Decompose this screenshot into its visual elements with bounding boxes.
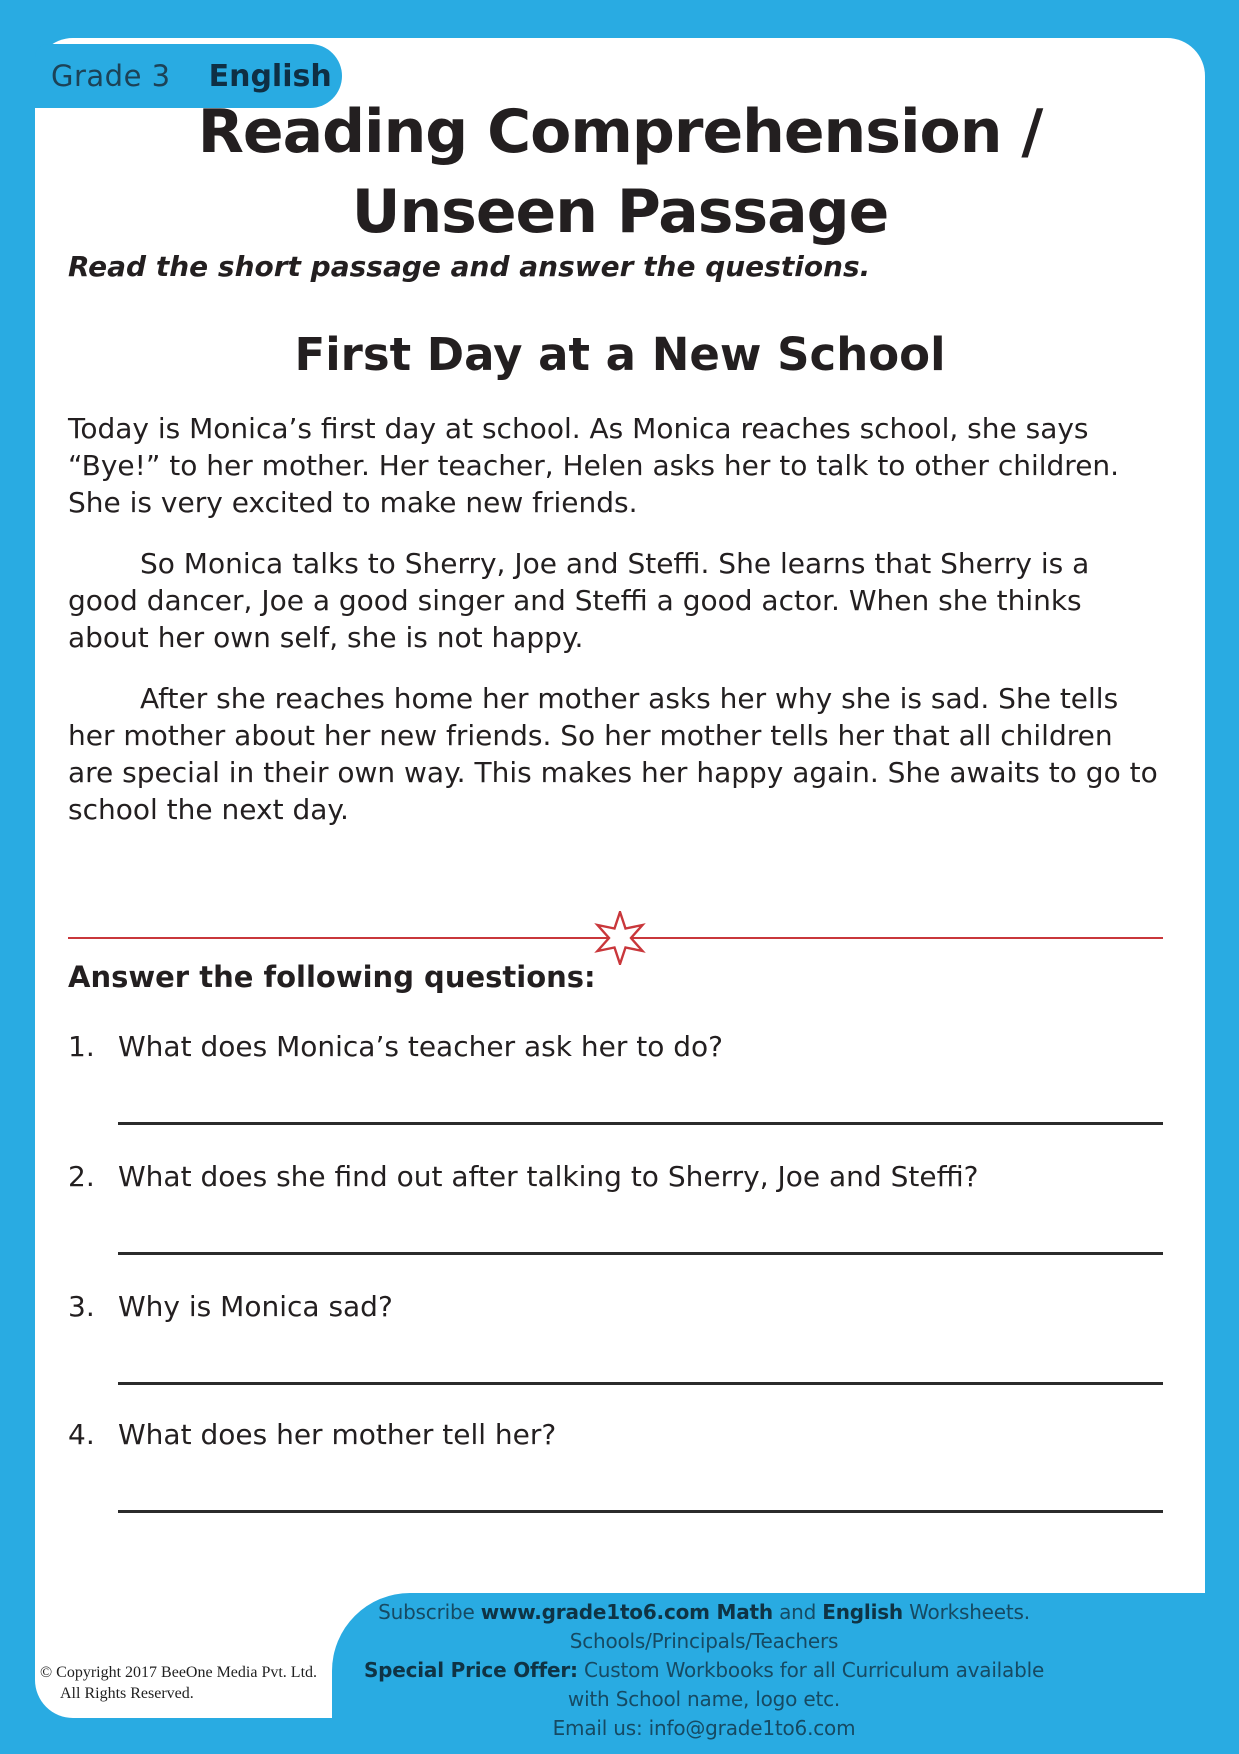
footer-text-segment: Schools/Principals/Teachers: [569, 1629, 839, 1653]
footer-text: [354, 1598, 1054, 1743]
passage-paragraph: After she reaches home her mother asks her why she is sad. She tells her mother about her new friends. So her mother tells her that all children are special in their own way. This makes her happy again. She awaits to go to school the next day.: [68, 682, 1158, 826]
footer-text-segment: Email us: info@grade1to6.com: [552, 1716, 856, 1740]
question-number: 4.: [68, 1418, 95, 1451]
question-text: What does Monica’s teacher ask her to do?: [118, 1030, 724, 1063]
answer-line: [118, 1122, 1163, 1125]
answer-line: [118, 1510, 1163, 1513]
footer-line: [354, 1685, 1054, 1714]
question-row: [68, 1418, 1163, 1528]
footer-line: [354, 1656, 1054, 1685]
passage-heading: First Day at a New School: [294, 328, 946, 381]
footer-text-segment: Subscribe: [378, 1600, 481, 1624]
question-number: 3.: [68, 1290, 95, 1323]
footer-text-segment: Custom Workbooks for all Curriculum available: [577, 1658, 1045, 1682]
page-title-line-2: Unseen Passage: [351, 177, 889, 247]
question-row: [68, 1160, 1163, 1270]
grade-label: Grade 3: [51, 59, 171, 93]
footer-line: [354, 1598, 1054, 1627]
footer-text-segment: Worksheets.: [902, 1600, 1030, 1624]
answer-line: [118, 1252, 1163, 1255]
instruction-text: Read the short passage and answer the questions.: [68, 250, 871, 283]
question-text: What does her mother tell her?: [118, 1418, 557, 1451]
footer-text-segment: with School name, logo etc.: [567, 1687, 841, 1711]
passage-paragraph: Today is Monica’s first day at school. As Monica reaches school, she says “Bye!” to her mother. Her teacher, Helen asks her to talk to other children. She is very excited to make new friends.: [68, 412, 1120, 519]
footer-line: [354, 1627, 1054, 1656]
footer-line: [354, 1714, 1054, 1743]
copyright-notice: [40, 1662, 317, 1704]
question-row: [68, 1030, 1163, 1140]
question-text: What does she find out after talking to Sherry, Joe and Steffi?: [118, 1160, 979, 1193]
subject-label: English: [208, 58, 332, 94]
page-title-line-1: Reading Comprehension /: [197, 97, 1043, 167]
copyright-line-2: All Rights Reserved.: [60, 1685, 194, 1702]
question-number: 1.: [68, 1030, 95, 1063]
answer-line: [118, 1382, 1163, 1385]
questions-list: [68, 0, 1163, 1754]
question-number: 2.: [68, 1160, 95, 1193]
passage-paragraph: So Monica talks to Sherry, Joe and Steffi. She learns that Sherry is a good dancer, Joe a good singer and Steffi a good actor. When she thinks about her own self, she is not happy.: [68, 547, 1090, 654]
footer-text-segment: English: [822, 1600, 903, 1624]
footer-text-segment: www.grade1to6.com Math: [480, 1600, 773, 1624]
copyright-line-1: © Copyright 2017 BeeOne Media Pvt. Ltd.: [40, 1664, 318, 1681]
footer-text-segment: and: [772, 1600, 823, 1624]
footer-text-segment: Special Price Offer:: [363, 1658, 578, 1682]
questions-heading: Answer the following questions:: [68, 960, 596, 994]
question-row: [68, 1290, 1163, 1400]
question-text: Why is Monica sad?: [118, 1290, 393, 1323]
